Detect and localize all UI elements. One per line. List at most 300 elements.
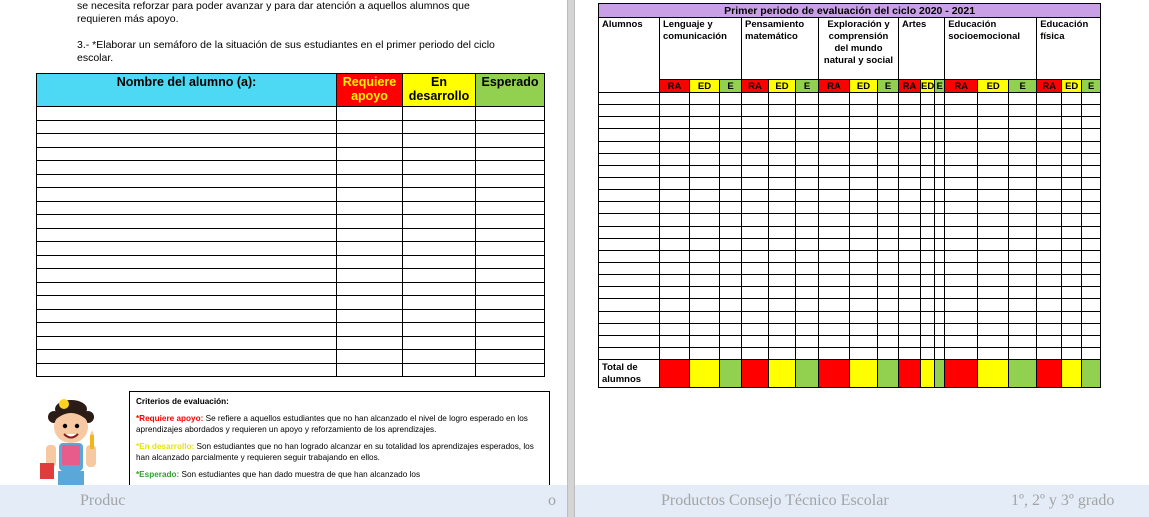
table-cell[interactable] [945,165,978,177]
table-cell[interactable] [850,202,878,214]
table-cell[interactable] [945,238,978,250]
total-cell[interactable] [935,360,945,388]
table-cell[interactable] [1062,202,1082,214]
table-cell[interactable] [599,214,660,226]
table-cell[interactable] [978,214,1009,226]
table-cell[interactable] [720,105,742,117]
table-cell[interactable] [37,215,337,229]
table-cell[interactable] [878,287,899,299]
table-cell[interactable] [37,350,337,364]
table-cell[interactable] [720,275,742,287]
table-cell[interactable] [1082,250,1101,262]
table-cell[interactable] [742,275,769,287]
table-cell[interactable] [978,202,1009,214]
table-cell[interactable] [660,190,690,202]
table-cell[interactable] [599,287,660,299]
table-cell[interactable] [660,311,690,323]
table-cell[interactable] [878,202,899,214]
table-cell[interactable] [403,309,476,323]
table-cell[interactable] [1062,311,1082,323]
table-cell[interactable] [37,296,337,310]
table-cell[interactable] [660,177,690,189]
table-cell[interactable] [1009,177,1037,189]
table-cell[interactable] [403,269,476,283]
table-cell[interactable] [819,105,850,117]
table-cell[interactable] [742,129,769,141]
table-cell[interactable] [935,250,945,262]
table-cell[interactable] [37,269,337,283]
table-cell[interactable] [660,105,690,117]
total-cell[interactable] [690,360,720,388]
table-cell[interactable] [796,165,819,177]
table-cell[interactable] [1037,347,1062,359]
table-cell[interactable] [899,202,921,214]
table-cell[interactable] [850,311,878,323]
table-cell[interactable] [742,262,769,274]
table-cell[interactable] [1062,287,1082,299]
table-cell[interactable] [1037,311,1062,323]
table-cell[interactable] [945,117,978,129]
table-cell[interactable] [945,105,978,117]
table-cell[interactable] [599,117,660,129]
table-cell[interactable] [742,250,769,262]
table-cell[interactable] [978,117,1009,129]
table-cell[interactable] [742,93,769,105]
table-cell[interactable] [1009,238,1037,250]
table-cell[interactable] [935,226,945,238]
table-cell[interactable] [935,165,945,177]
table-cell[interactable] [1037,238,1062,250]
table-cell[interactable] [599,275,660,287]
table-cell[interactable] [935,214,945,226]
table-cell[interactable] [476,282,545,296]
table-cell[interactable] [978,190,1009,202]
table-cell[interactable] [899,141,921,153]
table-cell[interactable] [935,177,945,189]
table-cell[interactable] [899,250,921,262]
table-cell[interactable] [769,335,796,347]
table-cell[interactable] [921,238,935,250]
table-cell[interactable] [899,165,921,177]
table-cell[interactable] [742,190,769,202]
table-cell[interactable] [690,250,720,262]
table-cell[interactable] [337,309,403,323]
table-cell[interactable] [403,296,476,310]
table-cell[interactable] [945,93,978,105]
table-cell[interactable] [878,93,899,105]
table-cell[interactable] [1009,347,1037,359]
table-cell[interactable] [660,129,690,141]
table-cell[interactable] [660,287,690,299]
table-cell[interactable] [878,214,899,226]
table-cell[interactable] [690,335,720,347]
table-cell[interactable] [742,165,769,177]
table-cell[interactable] [945,275,978,287]
table-cell[interactable] [742,105,769,117]
table-cell[interactable] [690,299,720,311]
table-cell[interactable] [403,242,476,256]
table-cell[interactable] [37,363,337,377]
table-cell[interactable] [742,347,769,359]
table-cell[interactable] [850,177,878,189]
table-cell[interactable] [337,201,403,215]
table-cell[interactable] [1062,93,1082,105]
table-cell[interactable] [796,311,819,323]
table-cell[interactable] [878,250,899,262]
table-cell[interactable] [476,296,545,310]
table-cell[interactable] [935,190,945,202]
table-cell[interactable] [1037,165,1062,177]
table-cell[interactable] [1037,275,1062,287]
table-cell[interactable] [921,226,935,238]
table-cell[interactable] [37,255,337,269]
table-cell[interactable] [403,201,476,215]
table-cell[interactable] [1037,105,1062,117]
table-cell[interactable] [769,202,796,214]
table-cell[interactable] [945,311,978,323]
table-cell[interactable] [690,323,720,335]
table-cell[interactable] [599,105,660,117]
table-cell[interactable] [1037,177,1062,189]
table-cell[interactable] [37,161,337,175]
table-cell[interactable] [599,238,660,250]
table-cell[interactable] [1037,117,1062,129]
table-cell[interactable] [978,335,1009,347]
total-cell[interactable] [660,360,690,388]
table-cell[interactable] [921,299,935,311]
table-cell[interactable] [403,147,476,161]
table-cell[interactable] [1082,141,1101,153]
table-cell[interactable] [899,129,921,141]
table-cell[interactable] [945,323,978,335]
table-cell[interactable] [1037,214,1062,226]
table-cell[interactable] [1037,335,1062,347]
table-cell[interactable] [921,323,935,335]
table-cell[interactable] [742,153,769,165]
table-cell[interactable] [690,311,720,323]
table-cell[interactable] [899,335,921,347]
table-cell[interactable] [819,177,850,189]
table-cell[interactable] [690,202,720,214]
table-cell[interactable] [742,214,769,226]
table-cell[interactable] [1037,129,1062,141]
table-cell[interactable] [660,226,690,238]
total-cell[interactable] [1037,360,1062,388]
table-cell[interactable] [978,311,1009,323]
table-cell[interactable] [660,238,690,250]
table-cell[interactable] [1037,250,1062,262]
total-cell[interactable] [878,360,899,388]
table-cell[interactable] [720,347,742,359]
table-cell[interactable] [599,311,660,323]
table-cell[interactable] [978,153,1009,165]
table-cell[interactable] [476,147,545,161]
table-cell[interactable] [1082,275,1101,287]
table-cell[interactable] [935,93,945,105]
table-cell[interactable] [37,282,337,296]
table-cell[interactable] [1037,141,1062,153]
table-cell[interactable] [945,190,978,202]
table-cell[interactable] [337,188,403,202]
table-cell[interactable] [796,262,819,274]
table-cell[interactable] [1009,262,1037,274]
table-cell[interactable] [37,107,337,121]
table-cell[interactable] [978,226,1009,238]
table-cell[interactable] [878,238,899,250]
table-cell[interactable] [878,105,899,117]
table-cell[interactable] [337,350,403,364]
table-cell[interactable] [899,299,921,311]
table-cell[interactable] [878,190,899,202]
table-cell[interactable] [476,336,545,350]
table-cell[interactable] [796,347,819,359]
table-cell[interactable] [476,363,545,377]
table-cell[interactable] [1037,287,1062,299]
table-cell[interactable] [945,347,978,359]
total-cell[interactable] [769,360,796,388]
table-cell[interactable] [720,141,742,153]
table-cell[interactable] [850,93,878,105]
table-cell[interactable] [921,347,935,359]
table-cell[interactable] [769,323,796,335]
table-cell[interactable] [720,190,742,202]
table-cell[interactable] [337,323,403,337]
table-cell[interactable] [742,202,769,214]
table-cell[interactable] [660,117,690,129]
table-cell[interactable] [476,242,545,256]
table-cell[interactable] [476,228,545,242]
table-cell[interactable] [978,262,1009,274]
table-cell[interactable] [1009,141,1037,153]
table-cell[interactable] [37,174,337,188]
table-cell[interactable] [337,161,403,175]
table-cell[interactable] [1009,323,1037,335]
table-cell[interactable] [978,165,1009,177]
table-cell[interactable] [935,153,945,165]
table-cell[interactable] [819,238,850,250]
table-cell[interactable] [599,335,660,347]
table-cell[interactable] [769,238,796,250]
total-cell[interactable] [899,360,921,388]
table-cell[interactable] [850,323,878,335]
table-cell[interactable] [720,287,742,299]
table-cell[interactable] [690,117,720,129]
table-cell[interactable] [899,105,921,117]
table-cell[interactable] [796,323,819,335]
table-cell[interactable] [660,347,690,359]
table-cell[interactable] [599,323,660,335]
table-cell[interactable] [945,129,978,141]
total-cell[interactable] [720,360,742,388]
table-cell[interactable] [720,299,742,311]
table-cell[interactable] [476,174,545,188]
table-cell[interactable] [921,93,935,105]
table-cell[interactable] [1062,165,1082,177]
table-cell[interactable] [337,296,403,310]
table-cell[interactable] [37,336,337,350]
table-cell[interactable] [921,335,935,347]
total-cell[interactable] [819,360,850,388]
table-cell[interactable] [476,269,545,283]
table-cell[interactable] [978,105,1009,117]
table-cell[interactable] [921,311,935,323]
table-cell[interactable] [921,250,935,262]
table-cell[interactable] [599,226,660,238]
table-cell[interactable] [690,275,720,287]
table-cell[interactable] [1009,93,1037,105]
table-cell[interactable] [1037,226,1062,238]
table-cell[interactable] [850,153,878,165]
table-cell[interactable] [878,177,899,189]
table-cell[interactable] [796,202,819,214]
table-cell[interactable] [850,129,878,141]
table-cell[interactable] [1009,311,1037,323]
table-cell[interactable] [337,120,403,134]
table-cell[interactable] [850,299,878,311]
total-cell[interactable] [1062,360,1082,388]
table-cell[interactable] [660,153,690,165]
table-cell[interactable] [660,141,690,153]
table-cell[interactable] [769,190,796,202]
table-cell[interactable] [935,129,945,141]
table-cell[interactable] [1062,105,1082,117]
table-cell[interactable] [599,347,660,359]
table-cell[interactable] [476,107,545,121]
table-cell[interactable] [1062,153,1082,165]
table-cell[interactable] [1009,190,1037,202]
table-cell[interactable] [921,275,935,287]
table-cell[interactable] [337,242,403,256]
table-cell[interactable] [690,93,720,105]
table-cell[interactable] [742,299,769,311]
table-cell[interactable] [935,299,945,311]
table-cell[interactable] [796,105,819,117]
table-cell[interactable] [935,238,945,250]
table-cell[interactable] [720,311,742,323]
table-cell[interactable] [796,226,819,238]
table-cell[interactable] [850,275,878,287]
table-cell[interactable] [1082,335,1101,347]
table-cell[interactable] [37,228,337,242]
table-cell[interactable] [1082,323,1101,335]
table-cell[interactable] [850,117,878,129]
table-cell[interactable] [1037,299,1062,311]
table-cell[interactable] [599,153,660,165]
table-cell[interactable] [403,120,476,134]
table-cell[interactable] [935,117,945,129]
table-cell[interactable] [599,190,660,202]
table-cell[interactable] [850,190,878,202]
table-cell[interactable] [37,147,337,161]
table-cell[interactable] [599,262,660,274]
table-cell[interactable] [599,177,660,189]
table-cell[interactable] [978,129,1009,141]
table-cell[interactable] [337,174,403,188]
table-cell[interactable] [337,228,403,242]
table-cell[interactable] [1082,117,1101,129]
table-cell[interactable] [476,188,545,202]
table-cell[interactable] [1009,165,1037,177]
table-cell[interactable] [403,161,476,175]
table-cell[interactable] [850,238,878,250]
table-cell[interactable] [878,335,899,347]
table-cell[interactable] [850,250,878,262]
table-cell[interactable] [978,250,1009,262]
table-cell[interactable] [403,188,476,202]
table-cell[interactable] [935,347,945,359]
table-cell[interactable] [742,141,769,153]
table-cell[interactable] [337,336,403,350]
table-cell[interactable] [1062,177,1082,189]
table-cell[interactable] [819,250,850,262]
table-cell[interactable] [599,202,660,214]
table-cell[interactable] [720,335,742,347]
table-cell[interactable] [1009,202,1037,214]
table-cell[interactable] [850,141,878,153]
table-cell[interactable] [899,177,921,189]
table-cell[interactable] [769,287,796,299]
table-cell[interactable] [819,190,850,202]
table-cell[interactable] [720,214,742,226]
table-cell[interactable] [1009,335,1037,347]
table-cell[interactable] [796,214,819,226]
table-cell[interactable] [796,190,819,202]
table-cell[interactable] [37,120,337,134]
table-cell[interactable] [720,323,742,335]
table-cell[interactable] [935,287,945,299]
table-cell[interactable] [899,117,921,129]
table-cell[interactable] [403,363,476,377]
table-cell[interactable] [1082,262,1101,274]
table-cell[interactable] [921,262,935,274]
table-cell[interactable] [37,201,337,215]
table-cell[interactable] [945,177,978,189]
table-cell[interactable] [978,93,1009,105]
table-cell[interactable] [476,215,545,229]
table-cell[interactable] [403,134,476,148]
table-cell[interactable] [1062,323,1082,335]
table-cell[interactable] [1062,262,1082,274]
table-cell[interactable] [850,347,878,359]
table-cell[interactable] [935,311,945,323]
table-cell[interactable] [337,147,403,161]
table-cell[interactable] [476,309,545,323]
table-cell[interactable] [978,323,1009,335]
table-cell[interactable] [1082,287,1101,299]
table-cell[interactable] [945,202,978,214]
table-cell[interactable] [945,250,978,262]
table-cell[interactable] [796,153,819,165]
table-cell[interactable] [660,275,690,287]
table-cell[interactable] [978,275,1009,287]
table-cell[interactable] [1009,275,1037,287]
table-cell[interactable] [1082,226,1101,238]
table-cell[interactable] [850,335,878,347]
table-cell[interactable] [850,105,878,117]
table-cell[interactable] [1082,202,1101,214]
table-cell[interactable] [878,153,899,165]
table-cell[interactable] [476,120,545,134]
table-cell[interactable] [1037,262,1062,274]
table-cell[interactable] [403,107,476,121]
table-cell[interactable] [796,250,819,262]
table-cell[interactable] [878,323,899,335]
table-cell[interactable] [769,347,796,359]
total-cell[interactable] [796,360,819,388]
table-cell[interactable] [690,287,720,299]
table-cell[interactable] [899,311,921,323]
table-cell[interactable] [819,311,850,323]
